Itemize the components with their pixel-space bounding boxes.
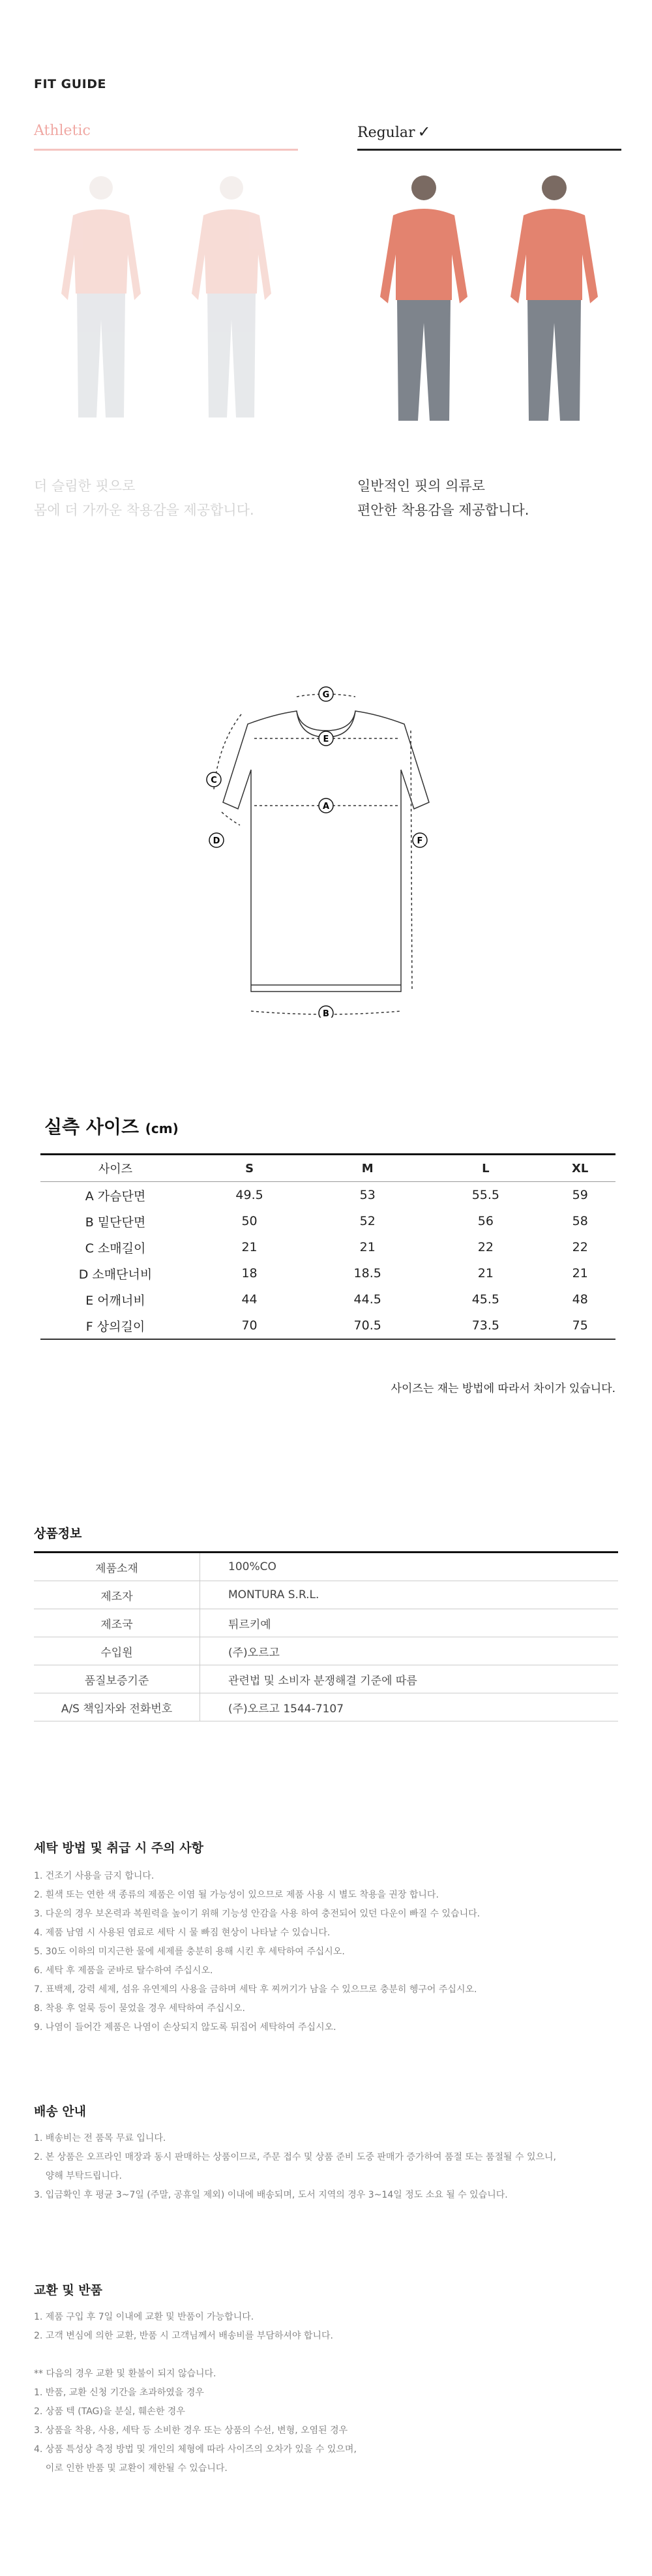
shipping-list [34,2129,621,2205]
athletic-back-figure [192,176,271,417]
table-row: 제조국 튀르키예 [34,1609,618,1637]
list-item: 5. 30도 이하의 미지근한 물에 세제를 충분히 용해 시킨 후 세탁하여 주십시오. [34,1947,345,1957]
regular-front-figure [380,175,467,421]
table-row: 제품소재 100%CO [34,1553,618,1581]
list-item: 3. 상품을 착용, 사용, 세탁 등 소비한 경우 또는 상품의 수선, 변형, 오염된 경우 [34,2425,348,2436]
size-table [40,1153,615,1340]
list-item: 2. 본 상품은 오프라인 매장과 동시 판매하는 상품이므로, 주문 접수 및 상품 준비 도중 판매가 증가하여 품절 또는 품절될 수 있으니, [34,2152,556,2162]
regular-fit-figures [349,170,629,444]
product-info-table [34,1551,618,1721]
regular-back-figure [511,175,598,421]
table-row: 품질보증기준 관련법 및 소비자 분쟁해결 기준에 따름 [34,1665,618,1693]
care-title: 세탁 방법 및 취급 시 주의 사항 [34,1841,203,1855]
marker-f-label: F [417,836,423,846]
list-item: 8. 착용 후 얼룩 등이 묻었을 경우 세탁하여 주십시오. [34,2003,245,2014]
list-item: 6. 세탁 후 제품을 굳바로 탈수하여 주십시오. [34,1965,213,1976]
table-row: A/S 책임자와 전화번호 (주)오르고 1544-7107 [34,1693,618,1721]
list-item: 양해 부탁드립니다. [34,2171,122,2181]
returns-title: 교환 및 반품 [34,2283,102,2297]
list-item: 1. 제품 구입 후 7일 이내에 교환 및 반품이 가능합니다. [34,2312,254,2322]
list-item: 2. 흰색 또는 연한 색 종류의 제품은 이염 될 가능성이 있으므로 제품 사용 시 별도 착용을 권장 합니다. [34,1890,439,1900]
list-item: 이로 인한 반품 및 교환이 제한될 수 있습니다. [34,2463,228,2474]
size-table-header: 사이즈 S M L XL [40,1155,615,1182]
regular-fit-description: 일반적인 핏의 의류로 편안한 착용감을 제공합니다. [357,478,529,518]
table-row: E 어깨너비 44 44.5 45.5 48 [85,1292,588,1308]
marker-d-label: D [213,836,220,846]
table-row: C 소매길이 21 21 22 22 [85,1240,588,1256]
marker-a-label: A [322,802,330,811]
list-item: 1. 건조기 사용을 금지 합니다. [34,1871,155,1881]
check-icon: ✓ [417,123,431,141]
athletic-fit-label: Athletic [34,123,91,139]
regular-fit-label: Regular [357,125,415,141]
regular-fit-header [357,123,621,151]
list-item: 4. 제품 남염 시 사용된 염료로 세탁 시 물 빠짐 현상이 나타날 수 있습니다. [34,1928,331,1938]
list-item: 2. 상품 텍 (TAG)을 분실, 훼손한 경우 [34,2406,185,2417]
list-item: 4. 상품 특성상 측정 방법 및 개인의 체형에 따라 사이즈의 오차가 있을 수 있으며, [34,2444,357,2455]
marker-c-label: C [211,776,217,785]
table-row: A 가슴단면 49.5 53 55.5 59 [85,1188,588,1204]
size-unit: (cm) [145,1121,179,1136]
list-item: 7. 표백제, 강력 세제, 섬유 유연제의 사용을 금하며 세탁 후 찌꺼기가 남을 수 있으므로 충분히 헹구어 주십시오. [34,1984,477,1995]
athletic-fit-figures [26,170,306,444]
marker-g-label: G [322,690,330,700]
list-item: 1. 반품, 교환 신청 기간을 초과하였을 경우 [34,2387,204,2398]
shipping-title: 배송 안내 [34,2104,87,2119]
marker-b-label: B [323,1009,329,1018]
athletic-fit-description: 더 슬림한 핏으로 몸에 더 가까운 착용감을 제공합니다. [34,478,254,518]
returns-list [34,2308,621,2478]
fit-guide-title: FIT GUIDE [34,77,106,91]
table-row: D 소매단너비 18 18.5 21 21 [78,1266,588,1282]
marker-e-label: E [323,735,329,744]
table-row: F 상의길이 70 70.5 73.5 75 [40,1312,615,1339]
size-note: 사이즈는 재는 방법에 따라서 차이가 있습니다. [391,1382,615,1395]
list-item: 3. 입금확인 후 평균 3~7일 (주말, 공휴일 제외) 이내에 배송되며, 도서 지역의 경우 3~14일 정도 소요 될 수 있습니다. [34,2190,508,2200]
table-row: B 밑단단면 50 52 56 58 [85,1214,588,1230]
athletic-front-figure [61,176,141,417]
table-row: 제조자 MONTURA S.R.L. [34,1581,618,1609]
product-info-title: 상품정보 [34,1526,82,1541]
table-row: 수입원 (주)오르고 [34,1637,618,1665]
returns-exceptions-title: ** 다음의 경우 교환 및 환불이 되지 않습니다. [34,2369,216,2379]
size-table-title: 실측 사이즈 (cm) [44,1116,179,1138]
list-item: 2. 고객 변심에 의한 교환, 반품 시 고객님께서 배송비를 부담하셔야 합니다. [34,2331,333,2341]
athletic-fit-header [34,123,298,151]
measurement-diagram [189,665,463,1018]
care-list [34,1867,621,2037]
list-item: 3. 다운의 경우 보온력과 복원력을 높이기 위해 기능성 안감을 사용 하여 충전되어 있던 다운이 빠질 수 있습니다. [34,1909,481,1919]
list-item: 9. 나염이 들어간 제품은 나염이 손상되지 않도록 뒤집어 세탁하여 주십시오. [34,2022,336,2033]
list-item: 1. 배송비는 전 품목 무료 입니다. [34,2133,166,2144]
